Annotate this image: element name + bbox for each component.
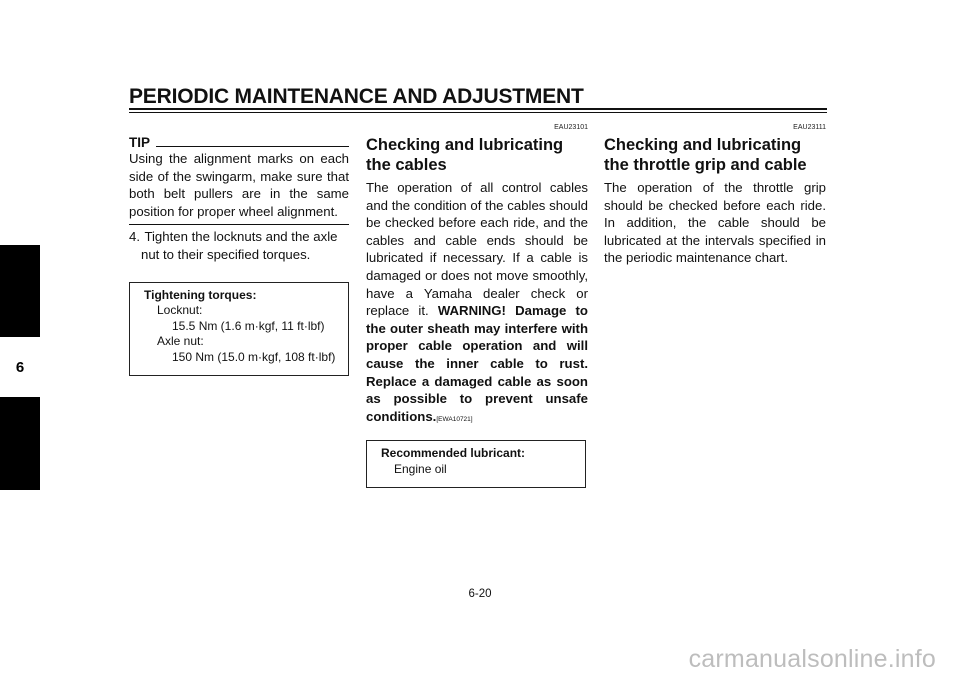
watermark: carmanualsonline.info bbox=[688, 645, 936, 673]
header-rule-thin bbox=[129, 112, 827, 113]
section-title-cables: Checking and lubricating the cables bbox=[366, 136, 564, 174]
tightening-torques-box bbox=[129, 282, 349, 376]
throttle-body: The operation of the throttle grip should be checked before each ride. In addition, the cable should be lubricated at the intervals specified in the periodic maintenance chart. bbox=[604, 180, 826, 266]
cables-body bbox=[366, 179, 588, 428]
chapter-tab-number: 6 bbox=[0, 337, 40, 397]
section-code: EAU23101 bbox=[554, 124, 588, 131]
page-number: 6-20 bbox=[468, 588, 492, 600]
step-text: Tighten the locknuts and the axle nut to their specified torques. bbox=[141, 229, 338, 262]
header-rule-thick bbox=[129, 108, 827, 110]
cables-body-text: The operation of all control cables and the condition of the cables should be checked before each ride, and the cables and cable ends should be lubricated if necessary. If a cable is damaged or does not move smoothly, have a Yamaha dealer check or replace it. bbox=[366, 180, 588, 319]
page-header-title: PERIODIC MAINTENANCE AND ADJUSTMENT bbox=[129, 85, 584, 108]
tip-label: TIP bbox=[129, 135, 151, 150]
section-code: EAU23111 bbox=[793, 124, 826, 131]
column-2 bbox=[366, 123, 588, 488]
step-number: 4. bbox=[129, 229, 140, 245]
step-4 bbox=[129, 228, 349, 263]
tip-header bbox=[129, 135, 349, 150]
spec-axle-nut-value: 150 Nm (15.0 m·kgf, 108 ft·lbf) bbox=[172, 349, 336, 364]
section-title-throttle: Checking and lubricating the throttle grip and cable bbox=[604, 136, 807, 174]
spec-axle-nut-label: Axle nut: bbox=[157, 334, 204, 349]
warning-ref-code: [EWA10721] bbox=[436, 415, 473, 423]
cables-warning: WARNING! Damage to the outer sheath may interfere with proper cable operation and will cause the inner cable to rust. Replace a damaged cable as soon as possible to prevent unsafe conditions. bbox=[366, 303, 588, 424]
recommended-lubricant-box bbox=[366, 440, 586, 487]
tip-end-rule bbox=[129, 224, 349, 225]
tip-rule bbox=[156, 146, 349, 147]
column-3 bbox=[604, 123, 826, 267]
spec-heading: Tightening torques: bbox=[144, 287, 257, 302]
spec-locknut-value: 15.5 Nm (1.6 m·kgf, 11 ft·lbf) bbox=[172, 318, 325, 333]
lubricant-value: Engine oil bbox=[394, 461, 447, 476]
lubricant-heading: Recommended lubricant: bbox=[381, 446, 526, 461]
spec-locknut-label: Locknut: bbox=[157, 303, 203, 318]
column-1 bbox=[129, 123, 349, 376]
tip-text: Using the alignment marks on each side of the swingarm, make sure that both belt pullers are in the same position for proper wheel alignment. bbox=[129, 151, 349, 219]
